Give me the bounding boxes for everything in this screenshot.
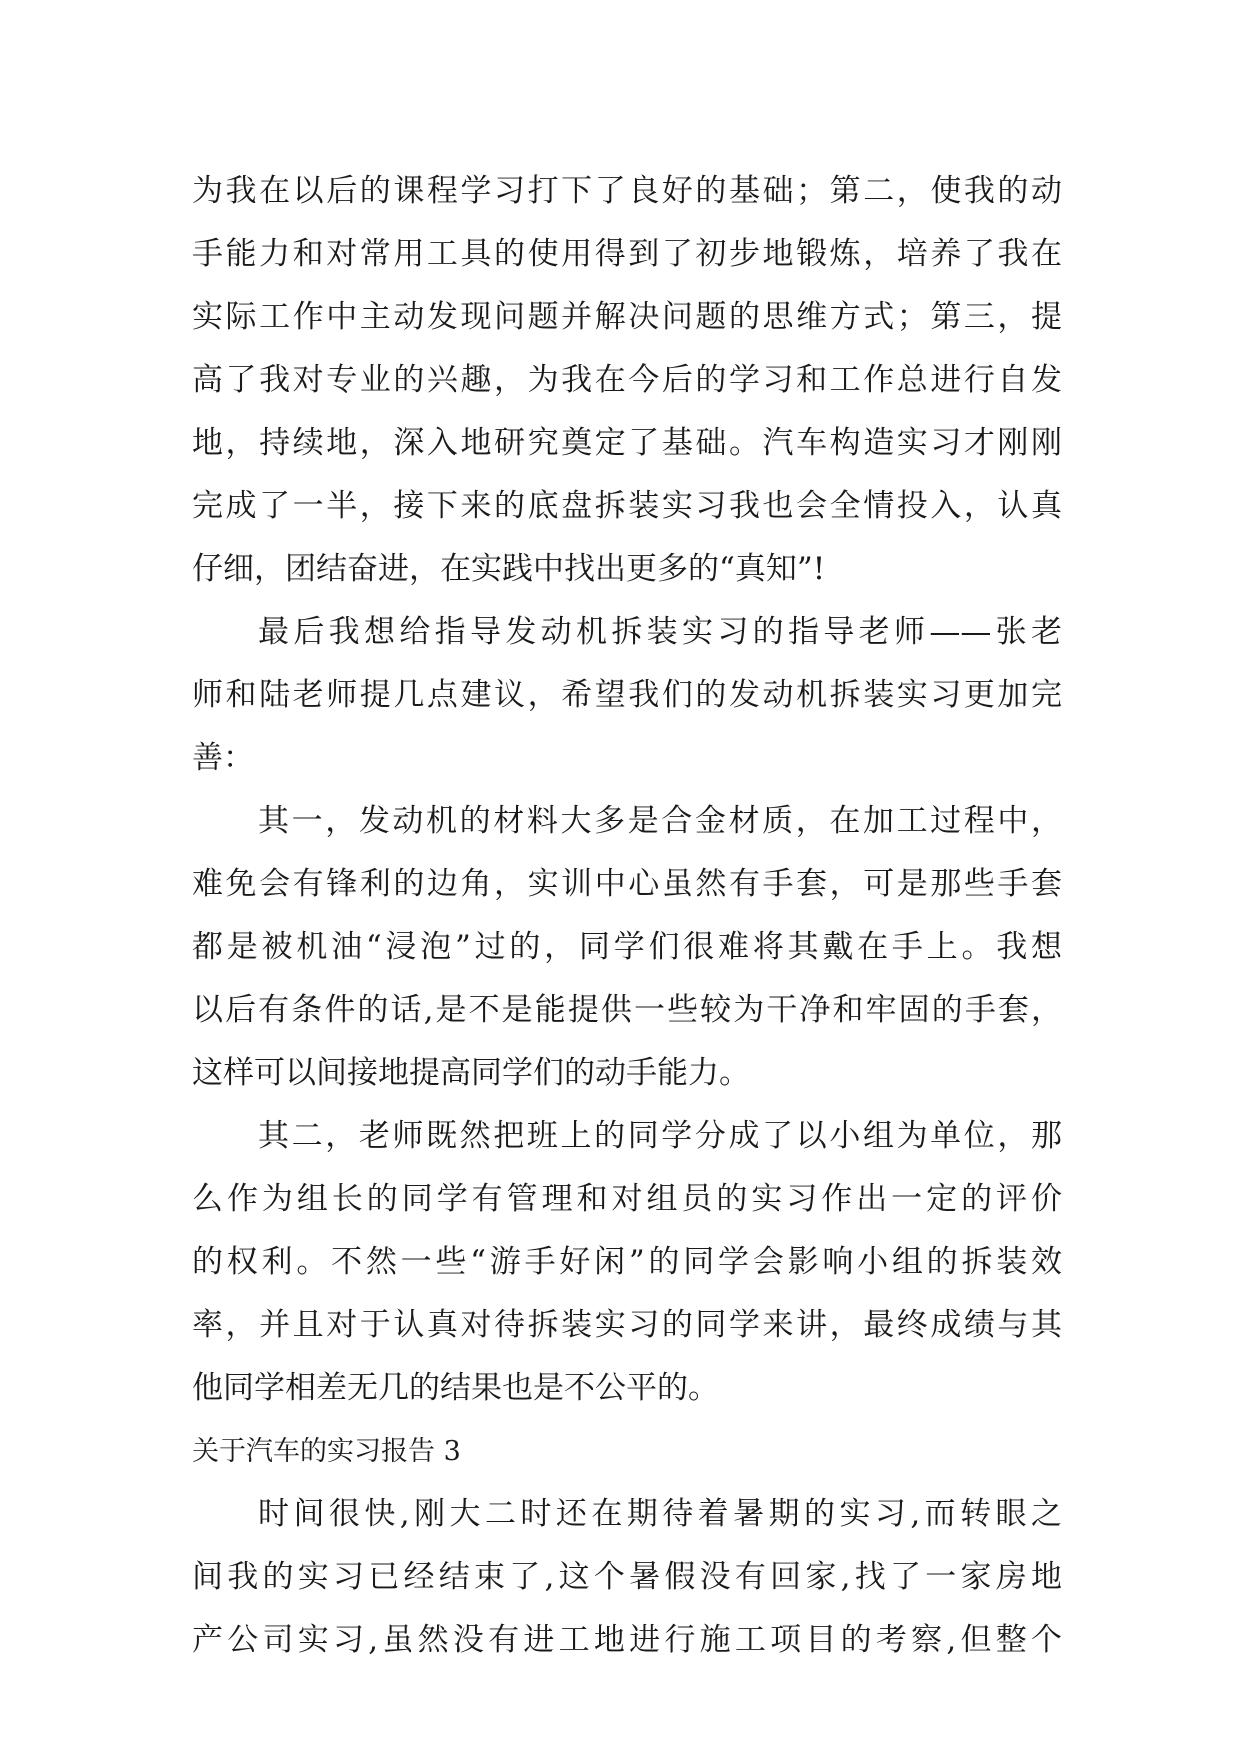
text-line: 最后我想给指导发动机拆装实习的指导老师——张老 — [258, 614, 1062, 650]
text-line: 完成了一半，接下来的底盘拆装实习我也会全情投入，认真 — [192, 488, 1062, 524]
text-line: 善： — [192, 740, 254, 776]
text-line: 他同学相差无几的结果也是不公平的。 — [192, 1370, 719, 1406]
text-line: 为我在以后的课程学习打下了良好的基础；第二，使我的动 — [192, 173, 1062, 209]
text-line: 么作为组长的同学有管理和对组员的实习作出一定的评价 — [192, 1181, 1062, 1217]
paragraph-3 — [192, 790, 1062, 1105]
text-line: 手能力和对常用工具的使用得到了初步地锻炼，培养了我在 — [192, 236, 1062, 272]
text-line: 地，持续地，深入地研究奠定了基础。汽车构造实习才刚刚 — [192, 425, 1062, 461]
paragraph-1 — [192, 160, 1062, 601]
text-line: 师和陆老师提几点建议，希望我们的发动机拆装实习更加完 — [192, 677, 1062, 713]
text-line: 实际工作中主动发现问题并解决问题的思维方式；第三，提 — [192, 299, 1062, 335]
text-line: 间我的实习已经结束了,这个暑假没有回家,找了一家房地 — [192, 1559, 1062, 1595]
paragraph-4 — [192, 1105, 1062, 1420]
text-line: 高了我对专业的兴趣，为我在今后的学习和工作总进行自发 — [192, 362, 1062, 398]
text-line: 的权利。不然一些“游手好闲”的同学会影响小组的拆装效 — [192, 1244, 1062, 1280]
text-line: 其一，发动机的材料大多是合金材质，在加工过程中， — [258, 803, 1062, 839]
document-body — [192, 160, 1062, 1672]
section-heading: 关于汽车的实习报告 3 — [192, 1436, 461, 1467]
text-line: 仔细，团结奋进，在实践中找出更多的“真知”! — [192, 551, 826, 587]
text-line: 率，并且对于认真对待拆装实习的同学来讲，最终成绩与其 — [192, 1307, 1062, 1343]
paragraph-5 — [192, 1483, 1062, 1672]
text-line: 难免会有锋利的边角，实训中心虽然有手套，可是那些手套 — [192, 866, 1062, 902]
text-line: 这样可以间接地提高同学们的动手能力。 — [192, 1055, 750, 1091]
text-line: 产公司实习,虽然没有进工地进行施工项目的考察,但整个 — [192, 1622, 1062, 1658]
text-line: 以后有条件的话,是不是能提供一些较为干净和牢固的手套， — [192, 992, 1062, 1028]
text-line: 时间很快,刚大二时还在期待着暑期的实习,而转眼之 — [258, 1496, 1062, 1532]
text-line: 都是被机油“浸泡”过的，同学们很难将其戴在手上。我想 — [192, 929, 1062, 965]
paragraph-2 — [192, 601, 1062, 790]
text-line: 其二，老师既然把班上的同学分成了以小组为单位，那 — [258, 1118, 1062, 1154]
